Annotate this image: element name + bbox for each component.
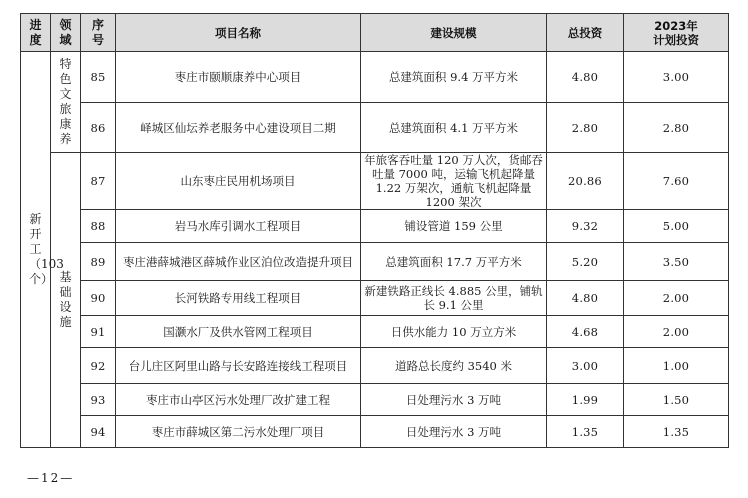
row-no: 86: [81, 103, 116, 153]
header-field: 领域: [51, 14, 81, 52]
row-plan: 5.00: [624, 210, 729, 243]
stage-cell: 新开工（103个）: [21, 52, 51, 448]
row-name: 枣庄港薛城港区薛城作业区泊位改造提升项目: [116, 243, 361, 281]
row-total: 9.32: [547, 210, 624, 243]
row-total: 3.00: [547, 348, 624, 384]
header-index: 序号: [81, 14, 116, 52]
row-name: 岩马水库引调水工程项目: [116, 210, 361, 243]
row-name: 枣庄市薛城区第二污水处理厂项目: [116, 416, 361, 448]
table-row: [21, 103, 729, 153]
table-row: [21, 243, 729, 281]
row-plan: 7.60: [624, 153, 729, 210]
row-total: 4.68: [547, 316, 624, 348]
row-plan: 1.50: [624, 384, 729, 416]
table-row: [21, 348, 729, 384]
row-name: 山东枣庄民用机场项目: [116, 153, 361, 210]
row-plan: 2.00: [624, 281, 729, 316]
row-name: 枣庄市颐顺康养中心项目: [116, 52, 361, 103]
header-name: 项目名称: [116, 14, 361, 52]
row-total: 2.80: [547, 103, 624, 153]
row-plan: 2.80: [624, 103, 729, 153]
row-total: 1.35: [547, 416, 624, 448]
header-plan: [624, 14, 729, 52]
table-row: [21, 384, 729, 416]
row-scale: 总建筑面积 9.4 万平方米: [361, 52, 547, 103]
project-table: [20, 13, 729, 448]
header-plan-label: 计划投资: [653, 32, 699, 47]
table-row: [21, 316, 729, 348]
domain-cell-infrastructure: 基础设施: [51, 153, 81, 448]
header-scale: 建设规模: [361, 14, 547, 52]
row-name: 长河铁路专用线工程项目: [116, 281, 361, 316]
row-total: 20.86: [547, 153, 624, 210]
row-plan: 2.00: [624, 316, 729, 348]
row-plan: 1.35: [624, 416, 729, 448]
row-no: 93: [81, 384, 116, 416]
row-scale: 总建筑面积 4.1 万平方米: [361, 103, 547, 153]
row-scale: 总建筑面积 17.7 万平方米: [361, 243, 547, 281]
header-total: 总投资: [547, 14, 624, 52]
row-total: 4.80: [547, 52, 624, 103]
table-row: [21, 210, 729, 243]
row-no: 92: [81, 348, 116, 384]
table-row: [21, 281, 729, 316]
row-no: 85: [81, 52, 116, 103]
row-no: 89: [81, 243, 116, 281]
row-plan: 1.00: [624, 348, 729, 384]
row-name: 台儿庄区阿里山路与长安路连接线工程项目: [116, 348, 361, 384]
row-scale: 日处理污水 3 万吨: [361, 384, 547, 416]
row-name: 国灏水厂及供水管网工程项目: [116, 316, 361, 348]
row-scale: 道路总长度约 3540 米: [361, 348, 547, 384]
row-scale: 日处理污水 3 万吨: [361, 416, 547, 448]
row-no: 91: [81, 316, 116, 348]
row-total: 4.80: [547, 281, 624, 316]
page-number: —12—: [27, 471, 75, 485]
row-total: 5.20: [547, 243, 624, 281]
table-row: [21, 153, 729, 210]
header-stage: 进度: [21, 14, 51, 52]
row-scale: 新建铁路正线长 4.885 公里，铺轨长 9.1 公里: [361, 281, 547, 316]
table-row: [21, 52, 729, 103]
row-scale: 年旅客吞吐量 120 万人次，货邮吞吐量 7000 吨，运输飞机起降量 1.22 万架次，通航飞机起降量 1200 架次: [361, 153, 547, 210]
row-plan: 3.00: [624, 52, 729, 103]
table-row: [21, 416, 729, 448]
row-no: 94: [81, 416, 116, 448]
domain-cell-tourism: 特色文旅康养: [51, 52, 81, 153]
row-name: 峄城区仙坛养老服务中心建设项目二期: [116, 103, 361, 153]
table-header-row: [21, 14, 729, 52]
header-plan-year: 2023年: [654, 18, 698, 33]
row-no: 90: [81, 281, 116, 316]
row-scale: 铺设管道 159 公里: [361, 210, 547, 243]
row-scale: 日供水能力 10 万立方米: [361, 316, 547, 348]
row-no: 88: [81, 210, 116, 243]
row-total: 1.99: [547, 384, 624, 416]
row-plan: 3.50: [624, 243, 729, 281]
row-no: 87: [81, 153, 116, 210]
row-name: 枣庄市山亭区污水处理厂改扩建工程: [116, 384, 361, 416]
